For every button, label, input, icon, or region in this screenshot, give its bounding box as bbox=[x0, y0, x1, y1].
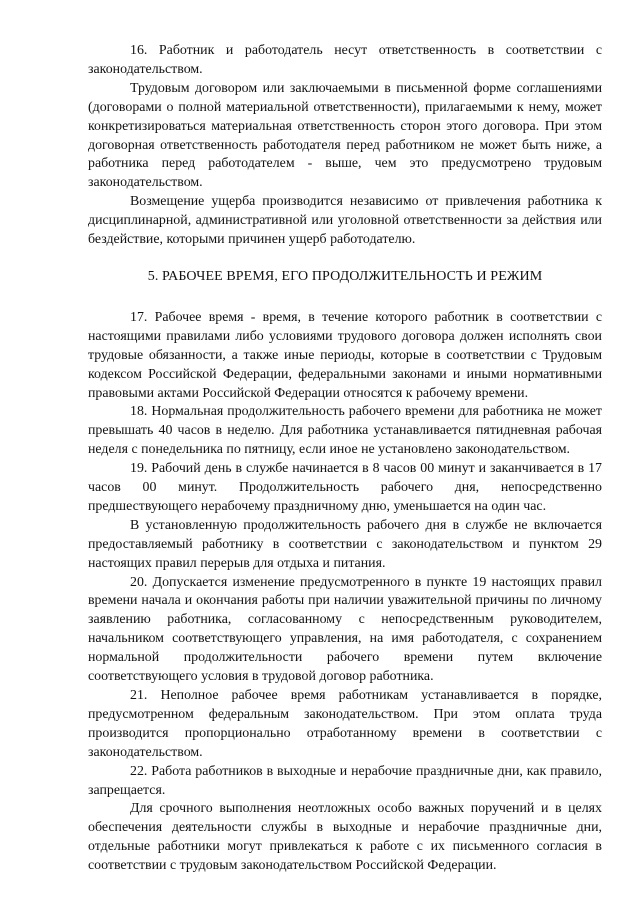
paragraph-urgent-work: Для срочного выполнения неотложных особо важных поручений и в целях обеспечения деятельности службы в выходные и нерабочие праздничные дни, отдельные работники могут привлекаться к работе с их письменного согласия в соответствии с трудовым законодательством Российской Федерации. bbox=[88, 801, 602, 874]
paragraph-16: 16. Работник и работодатель несут ответственность в соответствии с законодательством. bbox=[88, 43, 602, 77]
paragraph-20: 20. Допускается изменение предусмотренного в пункте 19 настоящих правил времени начала и окончания работы при наличии уважительной причины по личному заявлению работника, согласованному с непосредственным руководителем, начальником соответствующего управления, на имя работодателя, с сохранением нормальной продолжительности рабочего времени путем включение соответствующего условия в трудовой договор работника. bbox=[88, 574, 602, 685]
paragraph-break-time: В установленную продолжительность рабочего дня в службе не включается предоставляемый работнику в соответствии с законодательством и пунктом 29 настоящих правил перерыв для отдыха и питания. bbox=[88, 517, 602, 571]
paragraph-contract-liability: Трудовым договором или заключаемыми в письменной форме соглашениями (договорами о полной материальной ответственности), прилагаемыми к нему, может конкретизироваться материальная ответственность сторон этого договора. При этом договорная ответственность работодателя перед работником не может быть ниже, а работника перед работодателем - выше, чем это предусмотрено трудовым законодательством. bbox=[88, 80, 602, 191]
paragraph-22: 22. Работа работников в выходные и нерабочие праздничные дни, как правило, запрещается. bbox=[88, 763, 602, 798]
section-heading: 5. РАБОЧЕЕ ВРЕМЯ, ЕГО ПРОДОЛЖИТЕЛЬНОСТЬ И РЕЖИМ bbox=[147, 268, 543, 284]
paragraph-17: 17. Рабочее время - время, в течение которого работник в соответствии с настоящими правилами либо условиями трудового договора должен исполнять свои трудовые обязанности, а также иные периоды, которые в соответствии с Трудовым кодексом Российской Федерации, федеральными законами и иными нормативными правовыми актами Российской Федерации относятся к рабочему времени. bbox=[88, 309, 602, 401]
paragraph-19: 19. Рабочий день в службе начинается в 8 часов 00 минут и заканчивается в 17 часов 00 минут. Продолжительность рабочего дня, непосредственно предшествующего нерабочему праздничному дню, уменьшается на один час. bbox=[88, 461, 602, 514]
paragraph-damage-compensation: Возмещение ущерба производится независимо от привлечения работника к дисциплинарной, административной или уголовной ответственности за действия или бездействие, которыми причинен ущерб работодателю. bbox=[88, 194, 602, 248]
paragraph-18: 18. Нормальная продолжительность рабочего времени для работника не может превышать 40 часов в неделю. Для работника устанавливается пятидневная рабочая неделя с понедельника по пятницу, если иное не установлено законодательством. bbox=[88, 404, 602, 458]
paragraph-21: 21. Неполное рабочее время работникам устанавливается в порядке, предусмотренном федеральным законодательством. При этом оплата труда производится пропорционально отработанному времени в соответствии с законодательством. bbox=[88, 688, 602, 760]
